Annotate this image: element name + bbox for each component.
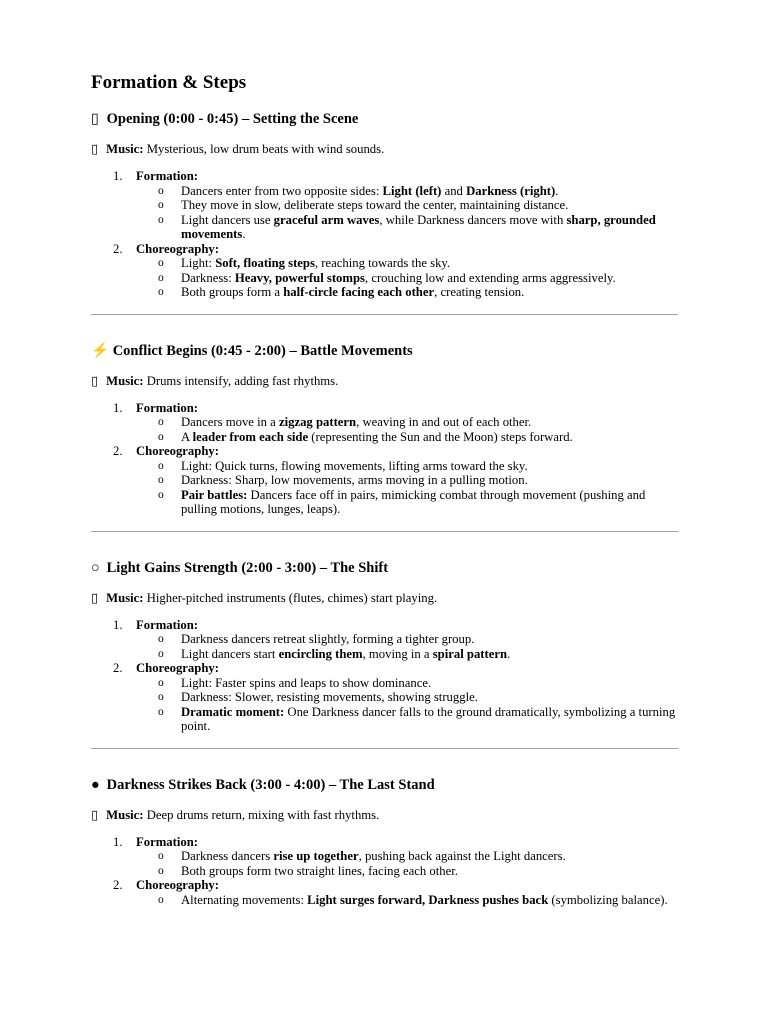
bold-phrase: Darkness (right): [466, 183, 556, 198]
bold-phrase: Light surges forward, Darkness pushes back: [307, 892, 549, 907]
bullet-item: o Darkness dancers retreat slightly, forming a tighter group.: [136, 632, 678, 647]
bullet-item: o Darkness dancers rise up together, pushing back against the Light dancers.: [136, 849, 678, 864]
music-line: [91, 807, 678, 824]
section-heading-text: Opening (0:00 - 0:45) – Setting the Scene: [106, 111, 359, 127]
bullet-item: o Light dancers use graceful arm waves, while Darkness dancers move with sharp, grounded movements.: [136, 213, 678, 242]
bold-phrase: spiral pattern: [432, 646, 508, 661]
section-heading: [91, 341, 678, 361]
numbered-list: [91, 169, 678, 300]
music-icon: ▯: [91, 807, 98, 822]
section-icon: ○: [91, 559, 100, 576]
section-heading: [91, 775, 678, 795]
bold-phrase: sharp, grounded movements: [181, 212, 656, 241]
page-title: Formation & Steps: [91, 72, 247, 93]
numbered-item: [91, 661, 678, 734]
bullet-item: o Dancers enter from two opposite sides: Light (left) and Darkness (right).: [136, 184, 678, 199]
bullet-item: o Light: Quick turns, flowing movements, lifting arms toward the sky.: [136, 459, 678, 474]
bold-phrase: leader from each side: [192, 429, 309, 444]
music-icon: ▯: [91, 142, 98, 156]
bold-phrase: Soft, floating steps: [215, 256, 315, 270]
item-number: 1.: [113, 834, 123, 849]
bullet-list: [136, 676, 678, 734]
item-title: Formation:: [136, 617, 199, 632]
section-heading-text: Light Gains Strength (2:00 - 3:00) – The Shift: [106, 559, 389, 576]
music-icon: ▯: [91, 590, 98, 605]
music-label: Music:: [106, 373, 144, 388]
section-heading-text: Conflict Begins (0:45 - 2:00) – Battle Movements: [112, 342, 413, 359]
bullet-list: [136, 459, 678, 517]
bullet-item: o Both groups form a half-circle facing each other, creating tension.: [136, 285, 678, 300]
numbered-item: [91, 401, 678, 445]
bullet-list: [136, 849, 678, 878]
document-page: [91, 70, 678, 907]
music-label: Music:: [106, 807, 144, 822]
bullet-list: [136, 184, 678, 242]
music-line: [91, 141, 678, 158]
bold-phrase: rise up together: [273, 849, 359, 863]
numbered-item: [91, 878, 678, 907]
item-number: 1.: [113, 169, 123, 183]
numbered-item: [91, 242, 678, 300]
bold-phrase: half-circle facing each other: [283, 285, 435, 299]
numbered-item: [91, 618, 678, 662]
numbered-item: [91, 835, 678, 879]
bullet-list: [136, 415, 678, 444]
item-title: Choreography:: [136, 241, 219, 256]
numbered-list: [91, 401, 678, 517]
bullet-item: o Pair battles: Dancers face off in pairs, mimicking combat through movement (pushing and pulling motions, lunges, leaps).: [136, 488, 678, 517]
item-number: 2.: [113, 661, 123, 675]
section-heading-text: Darkness Strikes Back (3:00 - 4:00) – The Last Stand: [106, 776, 435, 793]
bold-phrase: zigzag pattern: [278, 415, 357, 429]
item-title: Choreography:: [136, 661, 219, 675]
bold-phrase: Pair battles:: [181, 487, 248, 502]
numbered-item: [91, 444, 678, 517]
bullet-item: o Both groups form two straight lines, facing each other.: [136, 864, 678, 879]
music-label: Music:: [106, 590, 144, 605]
music-label: Music:: [106, 142, 144, 156]
music-text: Deep drums return, mixing with fast rhythms.: [143, 807, 380, 822]
bullet-item: o Light dancers start encircling them, moving in a spiral pattern.: [136, 647, 678, 662]
bullet-item: o Darkness: Slower, resisting movements, showing struggle.: [136, 690, 678, 705]
section-divider: [91, 748, 678, 749]
item-number: 2.: [113, 444, 123, 458]
bullet-item: o Darkness: Heavy, powerful stomps, crouching low and extending arms aggressively.: [136, 271, 678, 286]
numbered-list: [91, 618, 678, 734]
item-number: 1.: [113, 617, 123, 632]
music-icon: ▯: [91, 373, 98, 388]
section-heading: [91, 558, 678, 578]
bullet-item: o Dancers move in a zigzag pattern, weaving in and out of each other.: [136, 415, 678, 430]
item-title: Choreography:: [136, 444, 219, 458]
bullet-item: o Light: Faster spins and leaps to show dominance.: [136, 676, 678, 691]
item-title: Formation:: [136, 834, 199, 849]
item-title: Choreography:: [136, 878, 219, 892]
bullet-item: o They move in slow, deliberate steps toward the center, maintaining distance.: [136, 198, 678, 213]
numbered-list: [91, 835, 678, 908]
section-icon: ⚡: [91, 342, 110, 359]
bold-phrase: Heavy, powerful stomps: [234, 270, 365, 285]
item-number: 1.: [113, 400, 123, 415]
bullet-item: o A leader from each side (representing the Sun and the Moon) steps forward.: [136, 430, 678, 445]
item-number: 2.: [113, 241, 123, 256]
bullet-item: o Dramatic moment: One Darkness dancer falls to the ground dramatically, symbolizing a turning point.: [136, 705, 678, 734]
bullet-list: [136, 256, 678, 300]
item-title: Formation:: [136, 400, 199, 415]
bullet-list: [136, 632, 678, 661]
item-number: 2.: [113, 878, 123, 892]
music-line: [91, 373, 678, 390]
bold-phrase: Dramatic moment:: [181, 704, 285, 719]
section-divider: [91, 314, 678, 315]
bullet-item: o Alternating movements: Light surges forward, Darkness pushes back (symbolizing balance).: [136, 893, 678, 908]
bold-phrase: encircling them: [278, 646, 363, 661]
section-icon: ●: [91, 776, 100, 793]
section-heading: [91, 109, 678, 129]
music-text: Higher-pitched instruments (flutes, chimes) start playing.: [143, 590, 438, 605]
bullet-item: o Light: Soft, floating steps, reaching towards the sky.: [136, 256, 678, 271]
music-text: Drums intensify, adding fast rhythms.: [143, 373, 339, 388]
bullet-list: [136, 893, 678, 908]
music-text: Mysterious, low drum beats with wind sounds.: [143, 142, 385, 156]
bold-phrase: Light (left): [382, 183, 442, 198]
item-title: Formation:: [136, 169, 199, 183]
section-divider: [91, 531, 678, 532]
music-line: [91, 590, 678, 607]
sections-container: [91, 109, 678, 907]
section-icon: ▯: [91, 111, 99, 127]
bullet-item: o Darkness: Sharp, low movements, arms moving in a pulling motion.: [136, 473, 678, 488]
bold-phrase: graceful arm waves: [273, 212, 380, 227]
numbered-item: [91, 169, 678, 242]
